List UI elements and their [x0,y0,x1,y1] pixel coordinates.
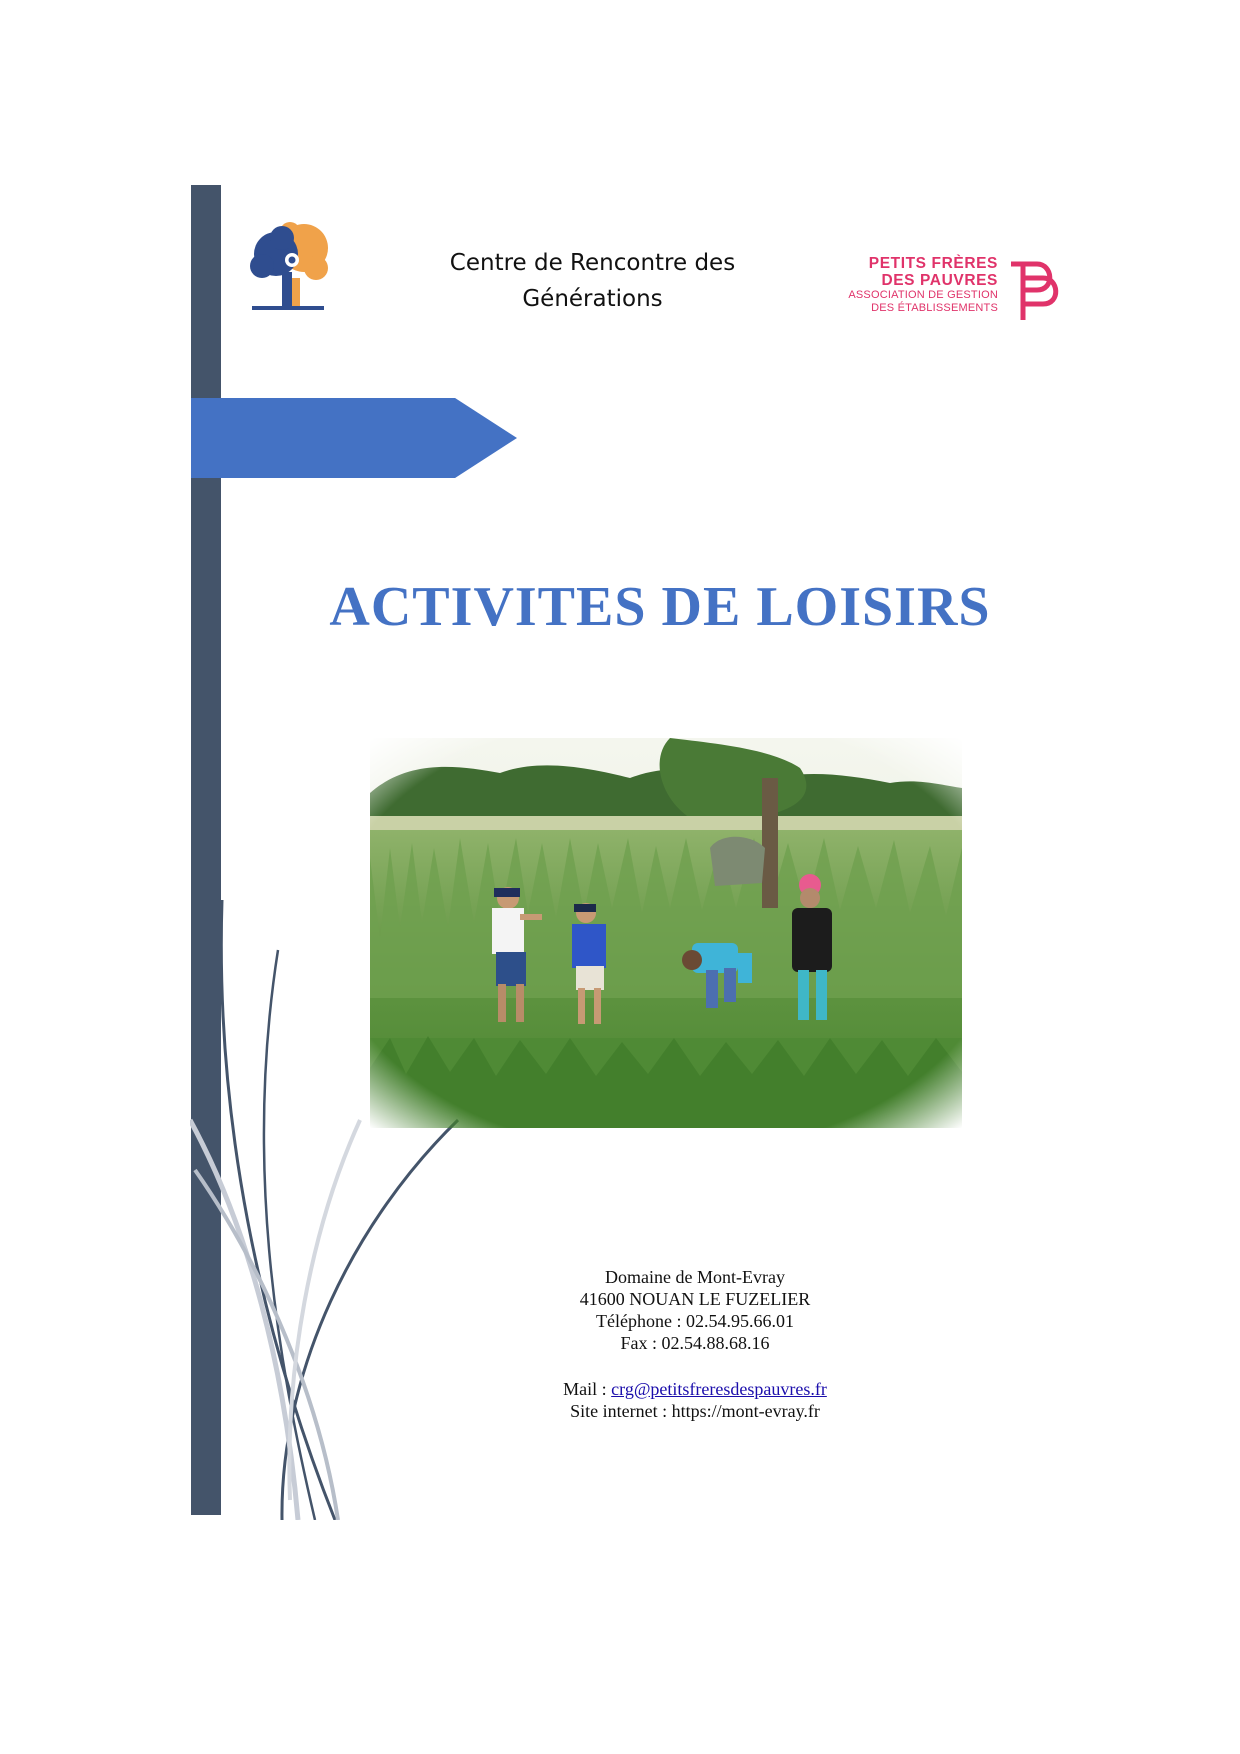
children-in-meadow-photo [370,738,962,1128]
contact-fax: Fax : 02.54.88.68.16 [620,1333,770,1353]
contact-phone: Téléphone : 02.54.95.66.01 [596,1311,794,1331]
contact-website: Site internet : https://mont-evray.fr [570,1401,820,1421]
contact-block [490,1266,900,1422]
partner-logo-line3: ASSOCIATION DE GESTION [848,289,998,301]
pfp-monogram-icon [1003,260,1063,322]
contact-spacer [490,1354,900,1378]
mail-label: Mail : [563,1379,612,1399]
partner-logo-line2: DES PAUVRES [881,272,998,289]
center-name-line2: Générations [522,286,663,312]
document-title: ACTIVITES DE LOISIRS [329,576,991,638]
contact-address: 41600 NOUAN LE FUZELIER [579,1289,811,1309]
center-name-heading [420,245,765,317]
contact-domain: Domaine de Mont-Evray [605,1267,785,1287]
email-link[interactable]: crg@petitsfreresdespauvres.fr [611,1379,827,1399]
center-name-line1: Centre de Rencontre des [449,250,736,276]
partner-logo-line4: DES ÉTABLISSEMENTS [871,302,998,314]
petits-freres-logo [820,255,1070,327]
tree-logo-icon [246,220,330,316]
contact-mail-line [490,1378,900,1400]
partner-logo-line1: PETITS FRÈRES [868,255,998,272]
blue-arrow-banner [191,398,517,478]
partner-logo-text [820,255,998,315]
